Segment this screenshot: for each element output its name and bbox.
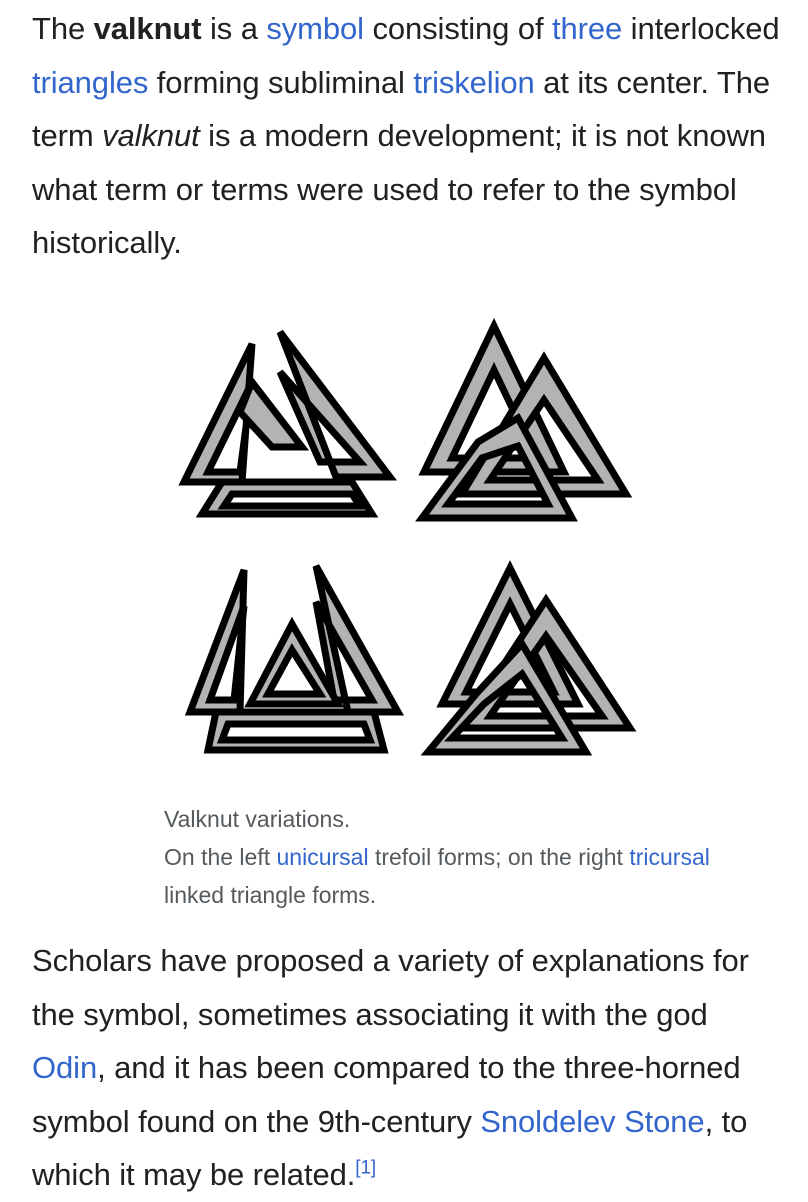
caption-line-1: Valknut variations. [164, 806, 351, 832]
text-run: is a modern development; it is not known what term or terms were used to refer to the symbol historically. [32, 118, 766, 260]
valknut-unicursal-thick-image [182, 332, 392, 517]
text-run: , and it has been compared to the three-horned symbol found on the 9th-century [32, 1050, 741, 1139]
text-run: , to which it may be related. [32, 1103, 748, 1192]
text-run: trefoil forms; on the right [368, 844, 630, 870]
text-run: forming subliminal [148, 64, 414, 100]
text-run: Scholars have proposed a variety of explanations for the symbol, sometimes associating it with the god [32, 943, 749, 1032]
text-run: The [32, 11, 94, 46]
valknut-triangle [202, 482, 372, 514]
text-run: On the left [164, 844, 277, 870]
text-run: consisting of [363, 11, 552, 46]
term-valknut-italic: valknut [102, 118, 200, 153]
text-run: at its center. The term [32, 64, 770, 153]
reference-link-1[interactable]: [1] [355, 1157, 377, 1179]
valknut-tricursal-double-image [426, 564, 632, 756]
link-snoldelev-stone[interactable]: Snoldelev Stone [480, 1103, 705, 1139]
link-triangles[interactable]: triangles [32, 64, 149, 100]
link-triskelion[interactable]: triskelion [413, 64, 535, 100]
link-symbol[interactable]: symbol [266, 11, 364, 46]
link-unicursal[interactable]: unicursal [276, 844, 369, 870]
scholars-paragraph [32, 934, 782, 1202]
text-run: is a [201, 11, 267, 46]
caption-line-2 [164, 838, 764, 914]
link-three[interactable]: three [552, 11, 623, 46]
link-odin[interactable]: Odin [32, 1050, 98, 1085]
link-tricursal[interactable]: tricursal [629, 844, 710, 870]
valknut-triangle [280, 332, 390, 477]
figure-caption [164, 800, 764, 914]
valknut-tricursal-image [418, 322, 630, 522]
text-run: interlocked [622, 11, 780, 46]
valknut-triangle [190, 570, 244, 712]
term-valknut-bold: valknut [93, 11, 202, 46]
valknut-unicursal-double-image [188, 564, 400, 752]
valknut-triangle [208, 712, 384, 750]
text-run: linked triangle forms. [164, 882, 377, 908]
